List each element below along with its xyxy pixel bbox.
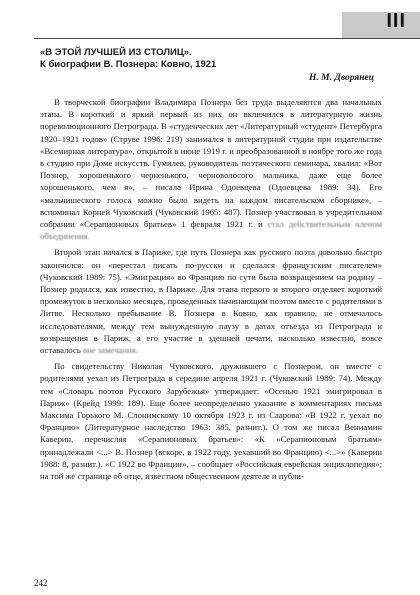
article-body bbox=[40, 96, 382, 486]
paragraph-2-text: Второй этап начался в Париже, где путь Познера как русского поэта довольно быстро закончился: он «перестал писать по-русски и сделался французским писателем» (Чуковский 1989: 75). «Эмиграция» во Францию по сути была возвращением на родину – Познер родился, как известно, в Париже. Для этапа первого и второго отделяет короткий промежуток в несколько месяцев, проведенных начинающим поэтом вместе с родителями в Литве. Несколько пребывание В. Познера в Ковно, как правило, не отмечалось исследователями, между тем вынужденную паузу в датах отъезда из Петрограда и возвращения в Париж, а его участие в здешней печати, насколько известно, вовсе оставалось bbox=[40, 247, 382, 356]
page-number: 242 bbox=[34, 578, 48, 588]
paragraph-3 bbox=[40, 360, 382, 482]
paragraph-1-text: В творческой биографии Владимира Познера без труда выделяются два начальных этапа. В короткий и яркий первый из них он включился в литературную жизнь пореволюционного Петрограда. В «студенческих лет «Литературный «студент» Петербурга 1920–1921 годов» (Струве 1996: 219) занимался в литературной студии при издательстве «Всемирная литература», открытой в июне 1919 г. и преобразованной в ноябре того же года в студию при Доме искусств. Гумилев, руководитель поэтического семинара, хвалил: «Вот Познер, хорошенького черненького, черноволосого мальчика, даже еще более хорошенького, чем я», – писала Ирина Одоевцева (Одоевцева 1989: 34). Его «мальчишеского голоса можно было видеть на каждом писательском сборнике», – вспоминал Корней Чуковский (Чуковский 1965: 487). Познер участвовал в учредительном собрании «Серапионовых братьев» 1 февраля 1921 г. и bbox=[40, 97, 382, 230]
article-heading bbox=[40, 47, 380, 71]
article-subtitle: К биографии В. Познера: Ковно, 1921 bbox=[40, 59, 217, 70]
paragraph-2 bbox=[40, 246, 382, 356]
article-author: Н. М. Дворянец bbox=[309, 73, 374, 83]
section-number: III bbox=[386, 10, 406, 32]
paragraph-3-tail: публи- bbox=[278, 471, 304, 482]
paragraph-3-text: По свидетельству Николая Чуковского, дружившего с Познером, он вместе с родителями уехал из Петрограда в середине апреля 1921 г. (Чуковский 1989: 74). Между тем «Словарь поэтов Русского Зарубежья» утверждает: «Осенью 1921 эмигрировал в Париж» (Крейд 1999: 189). Еще более неопределенно указание в комментариях письма Максима Горького М. Слонимскому 10 октября 1923 г. из Саарова: «В 1922 г. уехал во Францию» (Литературное наследство 1963: 385, разнит.). О том же писал Вениамин Каверин, перечисляя «Серапионовых братьев»: «К «Серапионовым братьям» принадлежали <...> В. Познер (вскоре, в 1922 году, уехавший во Францию) <...>» (Каверин 1988: 8, разнит.). «С 1922 во Франции», – сообщает «Российская еврейская энциклопедия»; на той же странице об отце, известном общественном деятеле и bbox=[40, 361, 382, 482]
section-tab bbox=[342, 12, 420, 38]
paragraph-1-tail: стал действительным членом объединения. bbox=[40, 219, 382, 242]
paragraph-1 bbox=[40, 96, 382, 242]
paragraph-2-tail: вне замечания. bbox=[82, 345, 138, 356]
article-title: «В ЭТОЙ ЛУЧШЕЙ ИЗ СТОЛИЦ». bbox=[40, 47, 192, 58]
header-rule bbox=[34, 38, 420, 39]
